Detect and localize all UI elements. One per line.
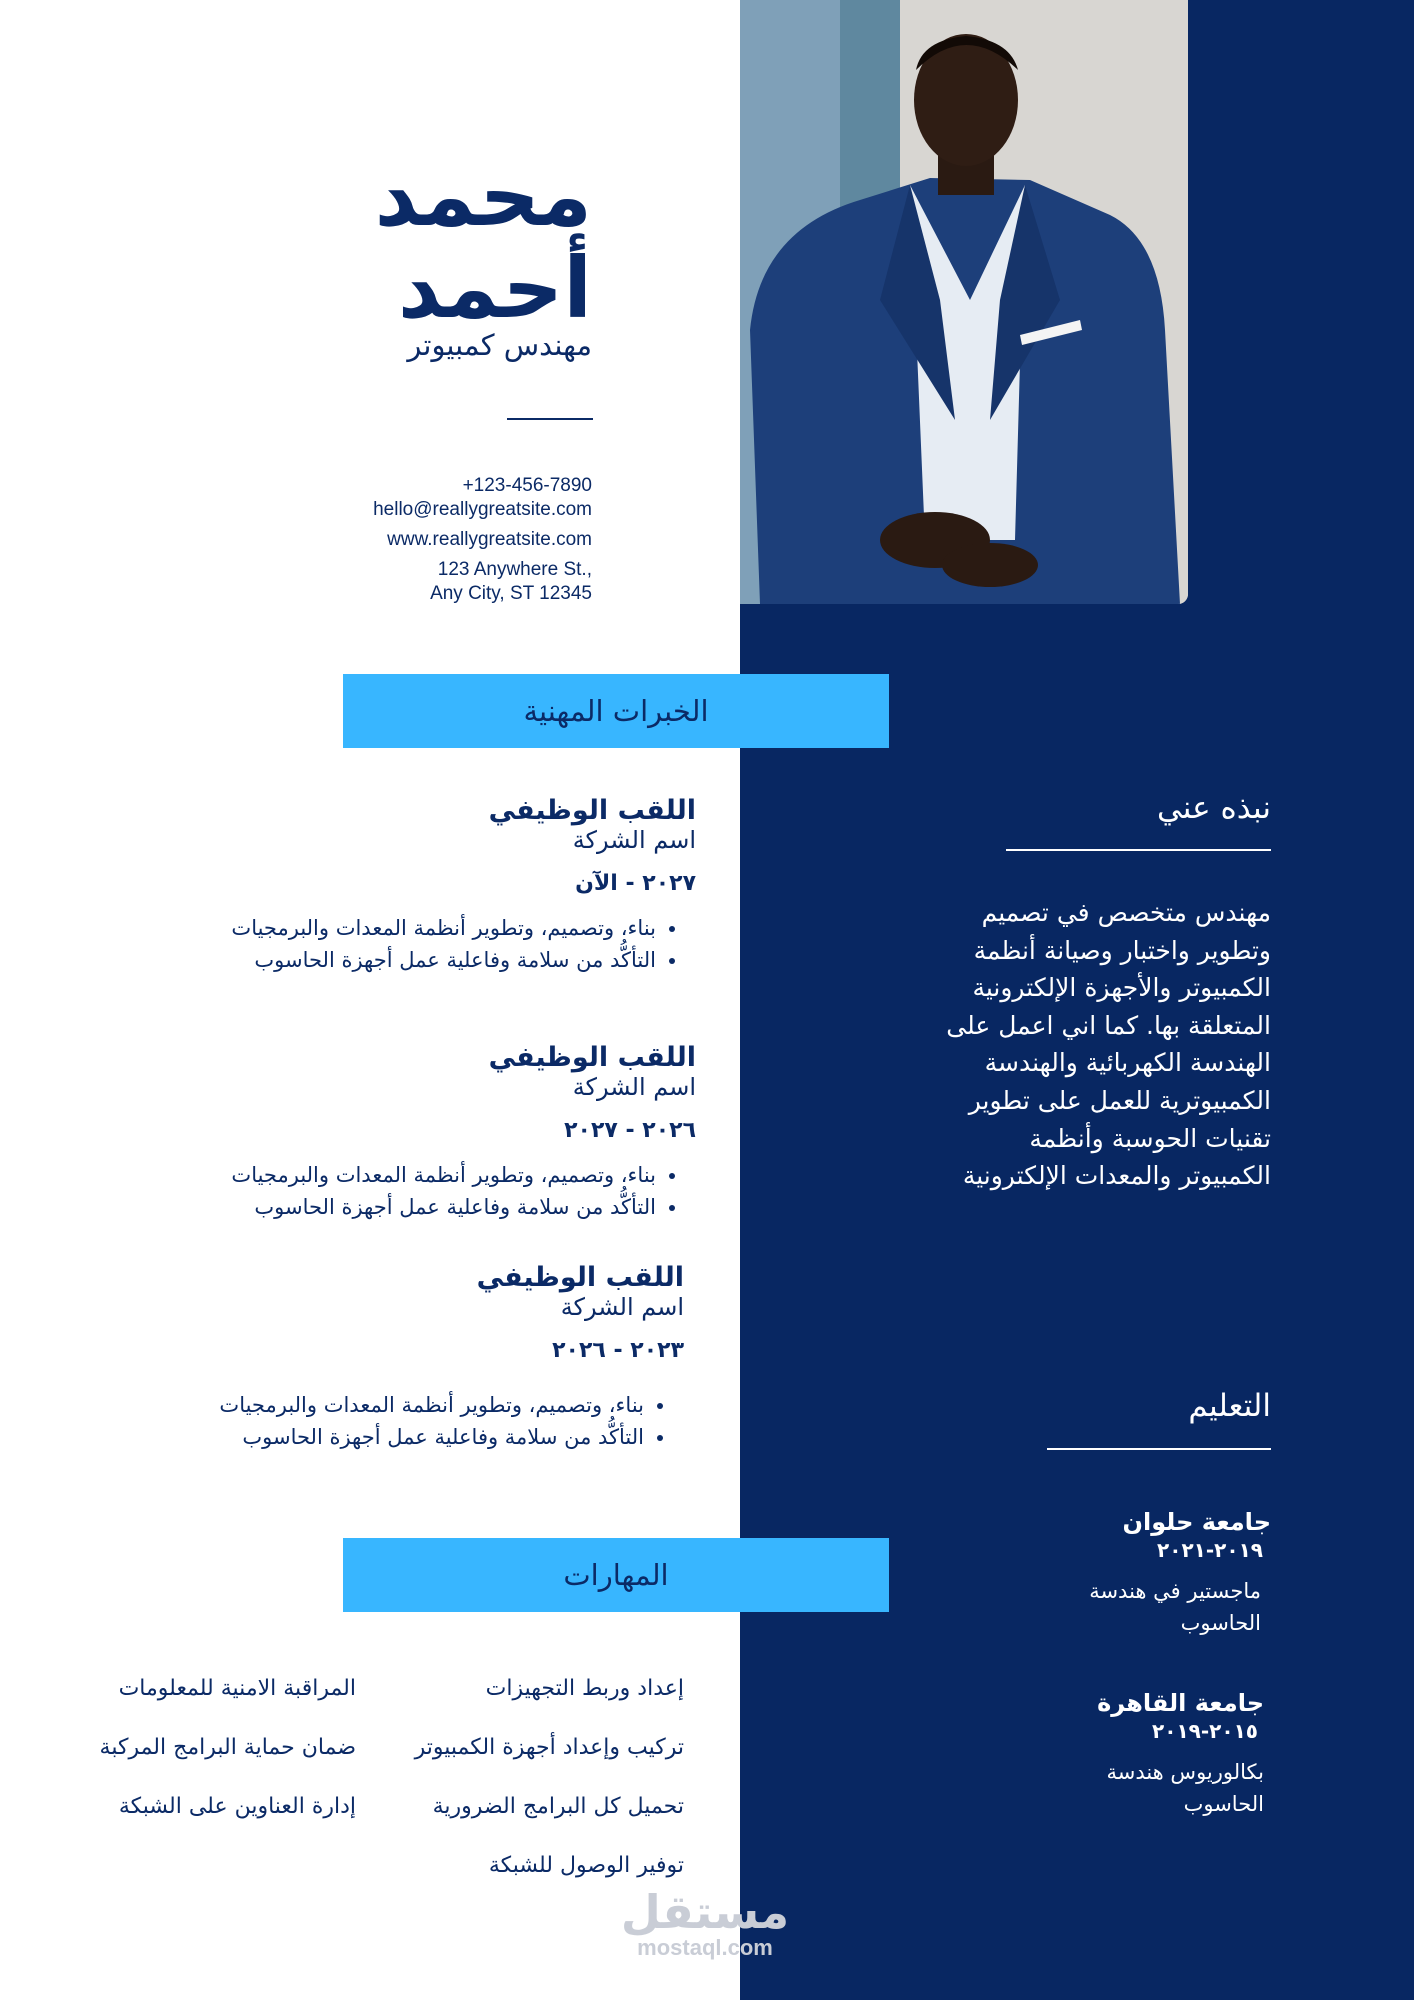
contact-info	[192, 474, 592, 606]
skill-item: توفير الوصول للشبكة	[488, 1853, 684, 1878]
job-duty: • بناء، وتصميم، وتطوير أنظمة المعدات والبرمجيات	[96, 912, 656, 944]
about-divider	[1006, 849, 1271, 851]
about-text: مهندس متخصص في تصميم وتطوير واختبار وصيانة أنظمة الكمبيوتر والأجهزة الإلكترونية المتعلقة بها. كما اني اعمل على الهندسة الكهربائية والهندسة الكمبيوترية للعمل على تطوير تقنيات الحوسبة وأنظمة الكمبيوتر والمعدات الإلكترونية	[946, 898, 1271, 1191]
job-duties	[96, 912, 696, 976]
address-line-1: 123 Anywhere St.,	[437, 559, 592, 580]
job-role: اللقب الوظيفي	[476, 1262, 684, 1293]
job-entry	[96, 1043, 696, 1223]
phone-number: +123-456-7890	[462, 475, 592, 496]
education-divider	[1047, 1448, 1271, 1450]
job-duties	[84, 1389, 684, 1453]
job-duty: • التأكُّد من سلامة وفاعلية عمل أجهزة الحاسوب	[84, 1421, 644, 1453]
education-years: ٢٠١٩-٢٠٢١	[1157, 1538, 1263, 1562]
education-heading: التعليم	[1188, 1388, 1271, 1424]
job-dates: ٢٠٢٣ - ٢٠٢٦	[552, 1338, 684, 1363]
job-role: اللقب الوظيفي	[488, 795, 696, 826]
watermark-arabic: مستقل	[620, 1885, 790, 1939]
job-duties	[96, 1159, 696, 1223]
name-line-1: محمد	[374, 147, 592, 245]
name-line-2: أحمد	[397, 239, 592, 337]
title-divider	[507, 418, 593, 420]
profile-photo	[740, 0, 1188, 604]
watermark-logo	[580, 1885, 830, 1960]
company-name: اسم الشركة	[572, 826, 696, 854]
watermark-latin: mostaql.com	[637, 1935, 773, 1960]
job-dates: ٢٠٢٧ - الآن	[575, 871, 696, 896]
company-name: اسم الشركة	[560, 1293, 684, 1321]
skills-column-1	[354, 1676, 684, 1912]
job-entry	[96, 796, 696, 976]
job-title: مهندس كمبيوتر	[407, 328, 592, 362]
job-duty: • التأكُّد من سلامة وفاعلية عمل أجهزة الحاسوب	[96, 944, 656, 976]
skill-item: إعداد وربط التجهيزات	[485, 1676, 684, 1701]
experience-heading: الخبرات المهنية	[343, 674, 889, 748]
skill-item: المراقبة الامنية للمعلومات	[118, 1676, 356, 1701]
job-dates: ٢٠٢٦ - ٢٠٢٧	[564, 1118, 696, 1143]
skill-item: إدارة العناوين على الشبكة	[118, 1794, 356, 1819]
portrait-illustration	[740, 0, 1188, 604]
skills-column-2	[16, 1676, 356, 1853]
website-url: www.reallygreatsite.com	[387, 529, 592, 550]
skills-heading: المهارات	[343, 1538, 889, 1612]
education-entry	[1034, 1688, 1264, 1820]
university-name: جامعة القاهرة	[1097, 1689, 1264, 1717]
university-name: جامعة حلوان	[1122, 1508, 1271, 1536]
degree-name: بكالوريوس هندسة الحاسوب	[1106, 1760, 1264, 1816]
degree-name: ماجستير في هندسة الحاسوب	[1089, 1579, 1261, 1635]
skill-item: تركيب وإعداد أجهزة الكمبيوتر	[414, 1735, 684, 1760]
about-heading: نبذه عني	[1156, 790, 1271, 826]
company-name: اسم الشركة	[572, 1073, 696, 1101]
job-duty: • بناء، وتصميم، وتطوير أنظمة المعدات والبرمجيات	[84, 1389, 644, 1421]
skill-item: ضمان حماية البرامج المركبة	[99, 1735, 356, 1760]
skill-item: تحميل كل البرامج الضرورية	[432, 1794, 684, 1819]
job-entry	[84, 1263, 684, 1453]
email-address: hello@reallygreatsite.com	[373, 499, 592, 520]
job-duty: • بناء، وتصميم، وتطوير أنظمة المعدات والبرمجيات	[96, 1159, 656, 1191]
education-years: ٢٠١٥-٢٠١٩	[1152, 1719, 1258, 1743]
address-line-2: Any City, ST 12345	[430, 583, 592, 604]
job-role: اللقب الوظيفي	[488, 1042, 696, 1073]
job-duty: • التأكُّد من سلامة وفاعلية عمل أجهزة الحاسوب	[96, 1191, 656, 1223]
candidate-name	[92, 147, 592, 337]
education-entry	[1021, 1507, 1271, 1639]
